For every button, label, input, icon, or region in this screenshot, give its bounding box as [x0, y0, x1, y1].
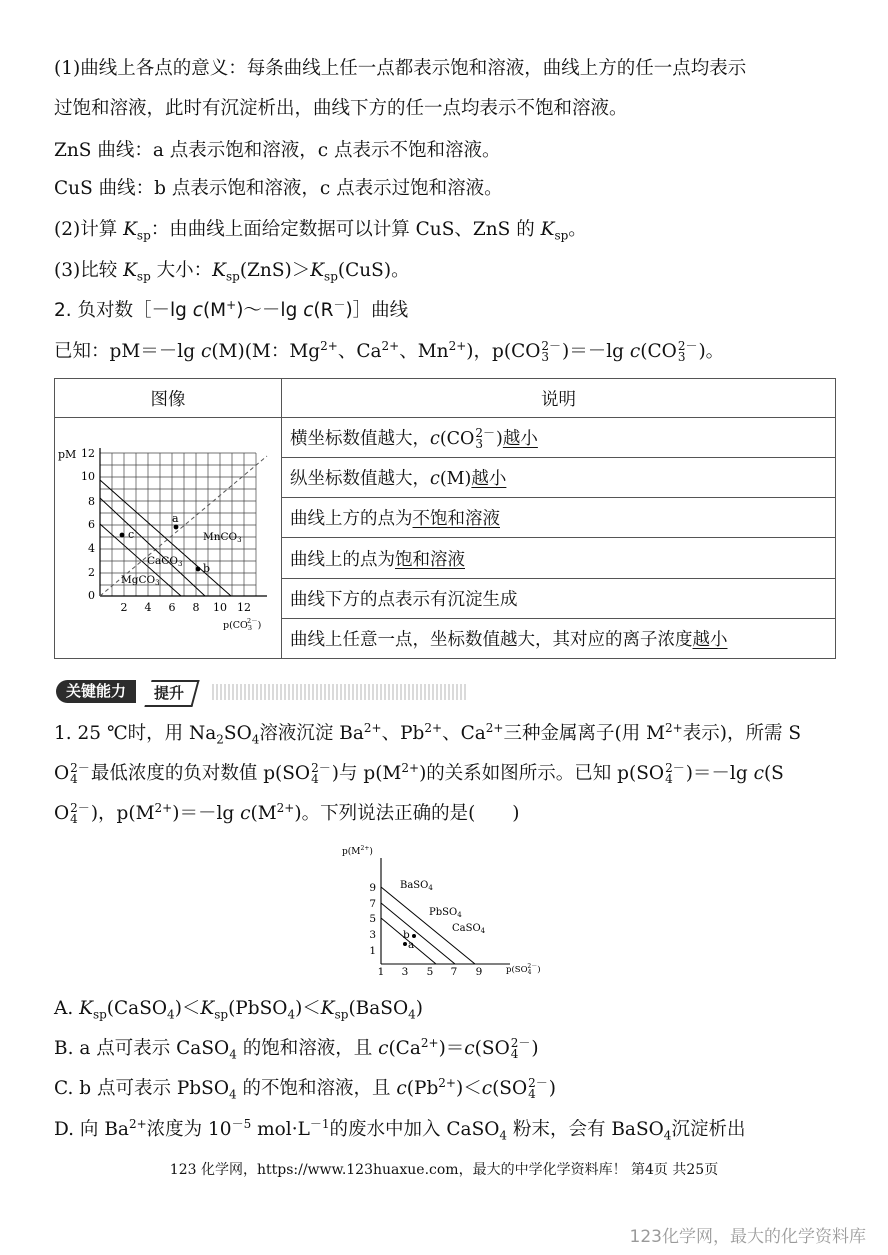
svg-text:12: 12	[81, 447, 95, 460]
y-axis-label: pM	[58, 448, 77, 461]
row-any-point: 曲线上任意一点，坐标数值越大，其对应的离子浓度越小	[282, 618, 836, 658]
svg-text:4: 4	[144, 601, 152, 614]
svg-text:6: 6	[88, 518, 95, 531]
row-on-curve: 曲线上的点为饱和溶液	[282, 538, 836, 578]
row-x-axis: 横坐标数值越大，c(CO 2－ 3 )越小	[282, 418, 836, 458]
svg-text:3: 3	[401, 966, 409, 978]
page-footer: 123 化学网，https://www.123huaxue.com，最大的中学化学资料库！ 第4页 共25页	[169, 1162, 719, 1178]
svg-text:8: 8	[88, 495, 95, 508]
mco3-graph	[55, 418, 281, 658]
svg-text:5: 5	[426, 966, 434, 978]
x-axis-label: $p(CO_32-)$	[223, 617, 262, 632]
point-a	[174, 525, 179, 530]
svg-text:1: 1	[377, 966, 385, 978]
label-caco3: CaCO3	[147, 555, 183, 568]
graph2-label-a: a	[408, 939, 415, 951]
label-mgco3: MgCO3	[121, 574, 160, 587]
point-c	[120, 533, 125, 538]
label-baso4: BaSO$_4$	[400, 880, 433, 892]
x-ticks	[121, 601, 252, 614]
graph2-y-ticks	[369, 882, 376, 957]
svg-text:1: 1	[369, 945, 376, 957]
row-y-axis: 纵坐标数值越大，c(M)越小	[282, 458, 836, 498]
label-a: a	[172, 512, 179, 525]
svg-text:7: 7	[369, 898, 376, 910]
svg-text:10: 10	[213, 601, 227, 614]
graph-cell	[55, 418, 282, 659]
mso4-graph	[338, 838, 560, 980]
graph2-x-label: $p(SO_42-)$	[506, 963, 541, 976]
option-a[interactable]: A. $K_{sp}(CaSO_4)<K_{sp}(PbSO_4)<K_{sp}(BaSO_4)$	[54, 998, 424, 1022]
banner-improve: 提升	[144, 680, 199, 707]
label-caso4: CaSO$_4$	[452, 923, 486, 935]
option-b[interactable]: B. a 点可表示 CaSO$_4$ 的饱和溶液，且 $c(Ca^{2+})=c(SO$ 2－ 4 )	[54, 1035, 539, 1062]
svg-text:10: 10	[81, 470, 95, 483]
row-above-curve: 曲线上方的点为不饱和溶液	[282, 498, 836, 538]
para-1-line-2: 过饱和溶液，此时有沉淀析出，曲线下方的任一点均表示不饱和溶液。	[54, 98, 628, 119]
graph2-y-label: $p(M^{2+})$	[342, 845, 373, 857]
svg-text:2: 2	[120, 601, 128, 614]
svg-text:4: 4	[88, 542, 95, 555]
svg-text:7: 7	[450, 966, 458, 978]
graph2-point-a	[403, 942, 407, 946]
svg-text:9: 9	[369, 882, 376, 894]
svg-text:0: 0	[88, 589, 95, 602]
svg-text:6: 6	[168, 601, 176, 614]
zns-curve-text: ZnS 曲线：a 点表示饱和溶液，c 点表示不饱和溶液。	[54, 140, 501, 161]
option-d[interactable]: D. 向 $Ba^{2+}$浓度为 $10^{-5}$ $mol\cdot L^{-1}$的废水中加入 CaSO$_4$ 粉末，会有 BaSO$_4$沉淀析出	[54, 1116, 746, 1143]
svg-text:8: 8	[192, 601, 200, 614]
section-banner	[54, 680, 414, 704]
cus-curve-text: CuS 曲线：b 点表示饱和溶液，c 点表示过饱和溶液。	[54, 178, 503, 199]
explanation-table	[54, 378, 836, 659]
svg-text:9: 9	[475, 966, 483, 978]
svg-text:2: 2	[88, 566, 95, 579]
table-header-image: 图像	[55, 379, 282, 418]
compare-ksp-text: (3)比较 $K_{sp}$ 大小：$K_{sp}(ZnS)>K_{sp}(CuS)$。	[54, 260, 410, 284]
label-pbso4: PbSO$_4$	[429, 907, 462, 919]
watermark: 123化学网，最大的化学资料库	[629, 1227, 866, 1247]
known-text: 已知：pM＝－lg c(M)(M：$Mg^{2+}$、$Ca^{2+}$、$Mn^{2+}$)，p(CO 2－ 3 )＝－lg c(CO 2－ 3 )。	[54, 338, 725, 364]
svg-text:3: 3	[369, 929, 376, 941]
option-c[interactable]: C. b 点可表示 PbSO$_4$ 的不饱和溶液，且 $c(Pb^{2+})<c(SO$ 2－ 4 )	[54, 1075, 557, 1102]
svg-text:5: 5	[369, 913, 376, 925]
question-1-line-2: O 2－ 4 最低浓度的负对数值 p(SO 2－ 4 )与 $p(M^{2+})$的关系如图所示。已知 p(SO 2－ 4 )＝－lg c(S	[54, 760, 784, 786]
point-b	[196, 567, 201, 572]
question-1-line-1: 1. 25 ℃时，用 $Na_2SO_4$溶液沉淀 $Ba^{2+}$、$Pb^{2+}$、$Ca^{2+}$三种金属离子(用 $M^{2+}$表示)，所需 S	[54, 720, 802, 747]
banner-key-ability: 关键能力	[56, 680, 136, 703]
graph2-x-ticks	[378, 966, 483, 978]
heading-2: 2. 负对数［－lg c(M+)～－lg c(R－)］曲线	[54, 297, 409, 321]
graph2-label-b: b	[403, 929, 410, 941]
row-below-curve: 曲线下方的点表示有沉淀生成	[282, 578, 836, 618]
banner-stripes	[212, 684, 467, 700]
y-ticks	[81, 447, 95, 602]
label-mnco3: MnCO3	[203, 531, 242, 544]
graph2-point-b	[412, 934, 416, 938]
calc-ksp-text: (2)计算 $K_{sp}$：由曲线上面给定数据可以计算 CuS、ZnS 的 $K_{sp}$。	[54, 219, 587, 243]
label-b: b	[203, 562, 211, 575]
question-1-line-3: O 2－ 4 )，$p(M^{2+})=-\lg$ $c(M^{2+})$。下列说法正确的是( )	[54, 800, 520, 826]
svg-text:12: 12	[237, 601, 251, 614]
para-1-line-1: (1)曲线上各点的意义：每条曲线上任一点都表示饱和溶液，曲线上方的任一点均表示	[54, 58, 747, 79]
label-c: c	[128, 528, 135, 541]
table-header-explanation: 说明	[282, 379, 836, 418]
